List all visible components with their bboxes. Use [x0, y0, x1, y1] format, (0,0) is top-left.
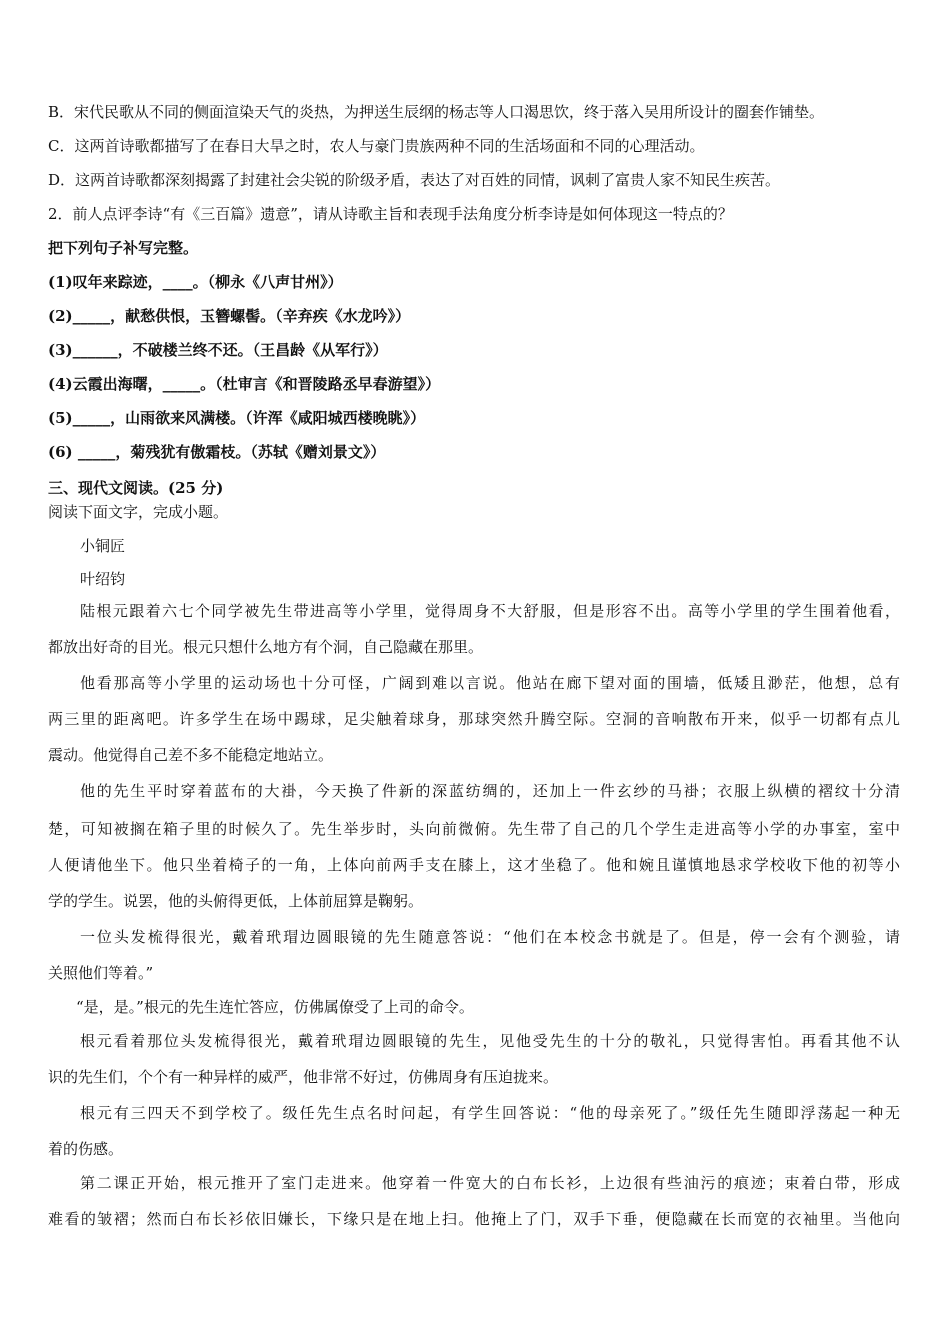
paragraph-line: 两三里的距离吧。许多学生在场中踢球，足尖触着球身，那球突然升腾空际。空洞的音响散布开来，似乎一切都有点儿	[48, 710, 900, 728]
paragraph-line: “是，是。”根元的先生连忙答应，仿佛属僚受了上司的命令。	[76, 998, 474, 1016]
fill-item: (1)叹年来踪迹，____。（柳永《八声甘州》）	[48, 273, 343, 291]
paragraph-line: 他的先生平时穿着蓝布的大褂，今天换了件新的深蓝纺绸的，还加上一件玄纱的马褂；衣服上纵横的褶纹十分清	[80, 782, 900, 800]
option-b: B．宋代民歌从不同的侧面渲染天气的炎热，为押送生辰纲的杨志等人口渴思饮，终于落入吴用所设计的圈套作铺垫。	[48, 103, 825, 121]
paragraph-line: 他看那高等小学里的运动场也十分可怪，广阔到难以言说。他站在廊下望对面的围墙，低矮且渺茫，他想，总有	[80, 674, 900, 692]
fill-item: (2)_____，献愁供恨，玉簪螺髻。（辛弃疾《水龙吟》）	[48, 307, 411, 325]
paragraph-line: 陆根元跟着六七个同学被先生带进高等小学里，觉得周身不大舒服，但是形容不出。高等小学里的学生围着他看，	[80, 602, 900, 620]
fill-item: (3)______，不破楼兰终不还。（王昌龄《从军行》）	[48, 341, 388, 359]
fill-item: (5)_____，山雨欲来风满楼。（许浑《咸阳城西楼晚眺》）	[48, 409, 426, 427]
paragraph-line: 根元看着那位头发梳得很光，戴着玳瑁边圆眼镜的先生，见他受先生的十分的敬礼，只觉得害怕。再看其他不认	[80, 1032, 900, 1050]
paragraph-line: 人便请他坐下。他只坐着椅子的一角，上体向前两手支在膝上，这才坐稳了。他和婉且谨慎地恳求学校收下他的初等小	[48, 856, 900, 874]
paragraph-line: 震动。他觉得自己差不多不能稳定地站立。	[48, 746, 334, 764]
fill-section-heading: 把下列句子补写完整。	[48, 239, 199, 257]
option-c: C．这两首诗歌都描写了在春日大旱之时，农人与豪门贵族两种不同的生活场面和不同的心理活动。	[48, 137, 705, 155]
paragraph-line: 难看的皱褶；然而白布长衫依旧嫌长，下缘只是在地上扫。他掩上了门，双手下垂，便隐藏在长而宽的衣袖里。当他向	[48, 1210, 900, 1228]
paragraph-line: 识的先生们，个个有一种异样的威严，他非常不好过，仿佛周身有压迫拢来。	[48, 1068, 559, 1086]
reading-instruction: 阅读下面文字，完成小题。	[48, 503, 229, 521]
paragraph-line: 着的伤感。	[48, 1140, 124, 1158]
paragraph-line: 一位头发梳得很光，戴着玳瑁边圆眼镜的先生随意答说：“他们在本校念书就是了。但是，停一会有个测验，请	[80, 928, 900, 946]
paragraph-line: 根元有三四天不到学校了。级任先生点名时问起，有学生回答说：“他的母亲死了。”级任先生随即浮荡起一种无	[80, 1104, 900, 1122]
option-d: D．这两首诗歌都深刻揭露了封建社会尖锐的阶级矛盾，表达了对百姓的同情，讽刺了富贵人家不知民生疾苦。	[48, 171, 781, 189]
paragraph-line: 第二课正开始，根元推开了室门走进来。他穿着一件宽大的白布长衫，上边很有些油污的痕迹；束着白带，形成	[80, 1174, 900, 1192]
paragraph-line: 楚，可知被搁在箱子里的时候久了。先生举步时，头向前微俯。先生带了自己的几个学生走进高等小学的办事室，室中	[48, 820, 900, 838]
fill-item: (6) _____，菊残犹有傲霜枝。（苏轼《赠刘景文》）	[48, 443, 386, 461]
paragraph-line: 学的学生。说罢，他的头俯得更低，上体前屈算是鞠躬。	[48, 892, 424, 910]
paragraph-line: 都放出好奇的目光。根元只想什么地方有个洞，自己隐藏在那里。	[48, 638, 484, 656]
question-2: 2．前人点评李诗“有《三百篇》遗意”，请从诗歌主旨和表现手法角度分析李诗是如何体现这一特点的？	[48, 205, 733, 223]
section-3-heading: 三、现代文阅读。(25 分)	[48, 479, 224, 497]
paragraph-line: 关照他们等着。”	[48, 964, 154, 982]
article-author: 叶绍钧	[80, 570, 126, 588]
article-title: 小铜匠	[80, 537, 126, 555]
fill-item: (4)云霞出海曙，_____。（杜审言《和晋陵路丞早春游望》）	[48, 375, 441, 393]
